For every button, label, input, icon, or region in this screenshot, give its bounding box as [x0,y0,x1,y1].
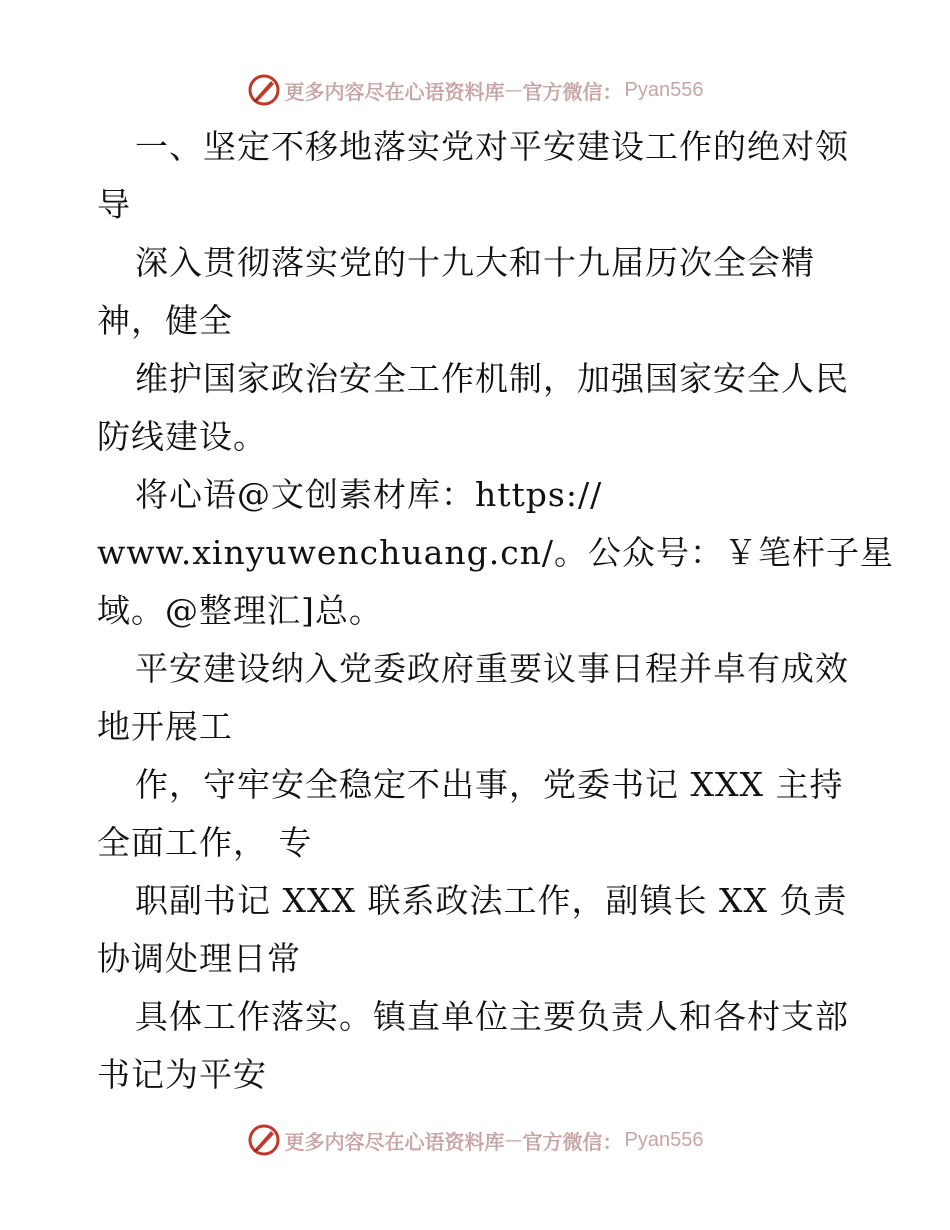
header-watermark [0,70,950,110]
text-line: 具体工作落实。镇直单位主要负责人和各村支部 [135,997,849,1036]
watermark-wechat-label: 官方微信： [522,79,623,104]
document-body [97,118,895,1104]
text-line: 职副书记 XXX 联系政法工作，副镇长 XX 负责 [135,881,848,920]
text-line: 全面工作， 专 [97,823,313,862]
text-line: 导 [97,185,131,224]
quill-logo-icon [247,73,281,107]
watermark-separator: — [504,1129,523,1151]
text-line: 协调处理日常 [97,939,301,978]
text-line: 平安建设纳入党委政府重要议事日程并卓有成效 [135,649,849,688]
text-line: 域。@整理汇]总。 [97,591,383,630]
text-line: 深入贯彻落实党的十九大和十九届历次全会精 [135,243,815,282]
text-line: 将心语@文创素材库：https:// [135,475,603,514]
quill-logo-icon [247,1123,281,1157]
footer-watermark [0,1120,950,1160]
text-line-url: www.xinyuwenchuang.cn/。公众号：￥笔杆子星 [97,533,895,572]
watermark-wechat-label: 官方微信： [522,1129,623,1154]
watermark-wechat-id: Pyan556 [624,78,704,101]
text-line: 神，健全 [97,301,233,340]
text-line: 书记为平安 [97,1055,267,1094]
watermark-text: 更多内容尽在心语资料库 [284,1129,505,1154]
text-line: 防线建设。 [97,417,267,456]
watermark-separator: — [504,79,523,101]
text-line: 维护国家政治安全工作机制，加强国家安全人民 [135,359,849,398]
watermark-wechat-id: Pyan556 [624,1128,704,1151]
text-line: 地开展工 [97,707,233,746]
watermark-text: 更多内容尽在心语资料库 [284,79,505,104]
text-line: 作，守牢安全稳定不出事，党委书记 XXX 主持 [135,765,844,804]
heading-line: 一、坚定不移地落实党对平安建设工作的绝对领 [135,127,849,166]
